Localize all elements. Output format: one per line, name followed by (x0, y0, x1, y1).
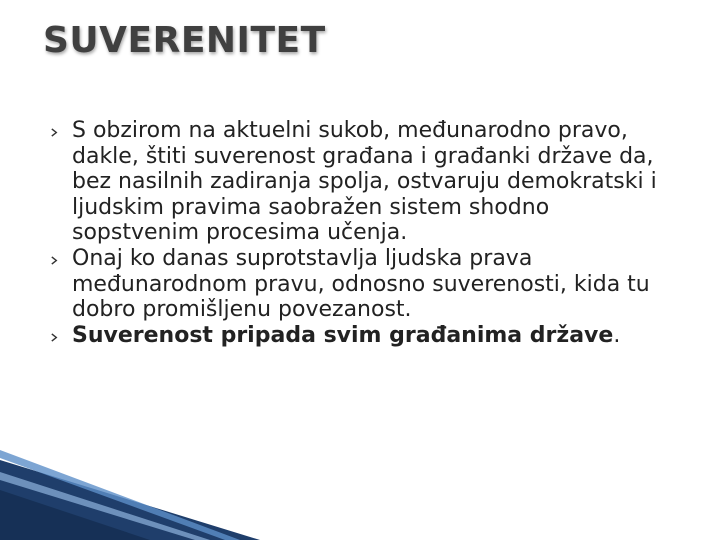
slide-title: SUVERENITET (43, 20, 326, 61)
decorative-wave (0, 450, 720, 540)
chevron-right-icon (50, 333, 59, 342)
chevron-right-icon (50, 128, 59, 137)
bullet-list (50, 118, 670, 348)
bullet-item (50, 118, 670, 246)
bullet-item (50, 323, 670, 349)
bullet-text: S obzirom na aktuelni sukob, međunarodno pravo, dakle, štiti suverenost građana i građanki države da, bez nasilnih zadiranja spolja, ostvaruju demokratski i ljudskim pravima saobražen sistem shodno sopstvenim procesima učenja. (72, 118, 657, 246)
bullet-text-bold: Suverenost pripada svim građanima države (72, 322, 614, 348)
bullet-item (50, 246, 670, 323)
bullet-text-suffix: . (613, 322, 621, 348)
chevron-right-icon (50, 256, 59, 265)
bullet-text: Onaj ko danas suprotstavlja ljudska prava međunarodnom pravu, odnosno suverenosti, kida tu dobro promišljenu povezanost. (72, 245, 650, 323)
